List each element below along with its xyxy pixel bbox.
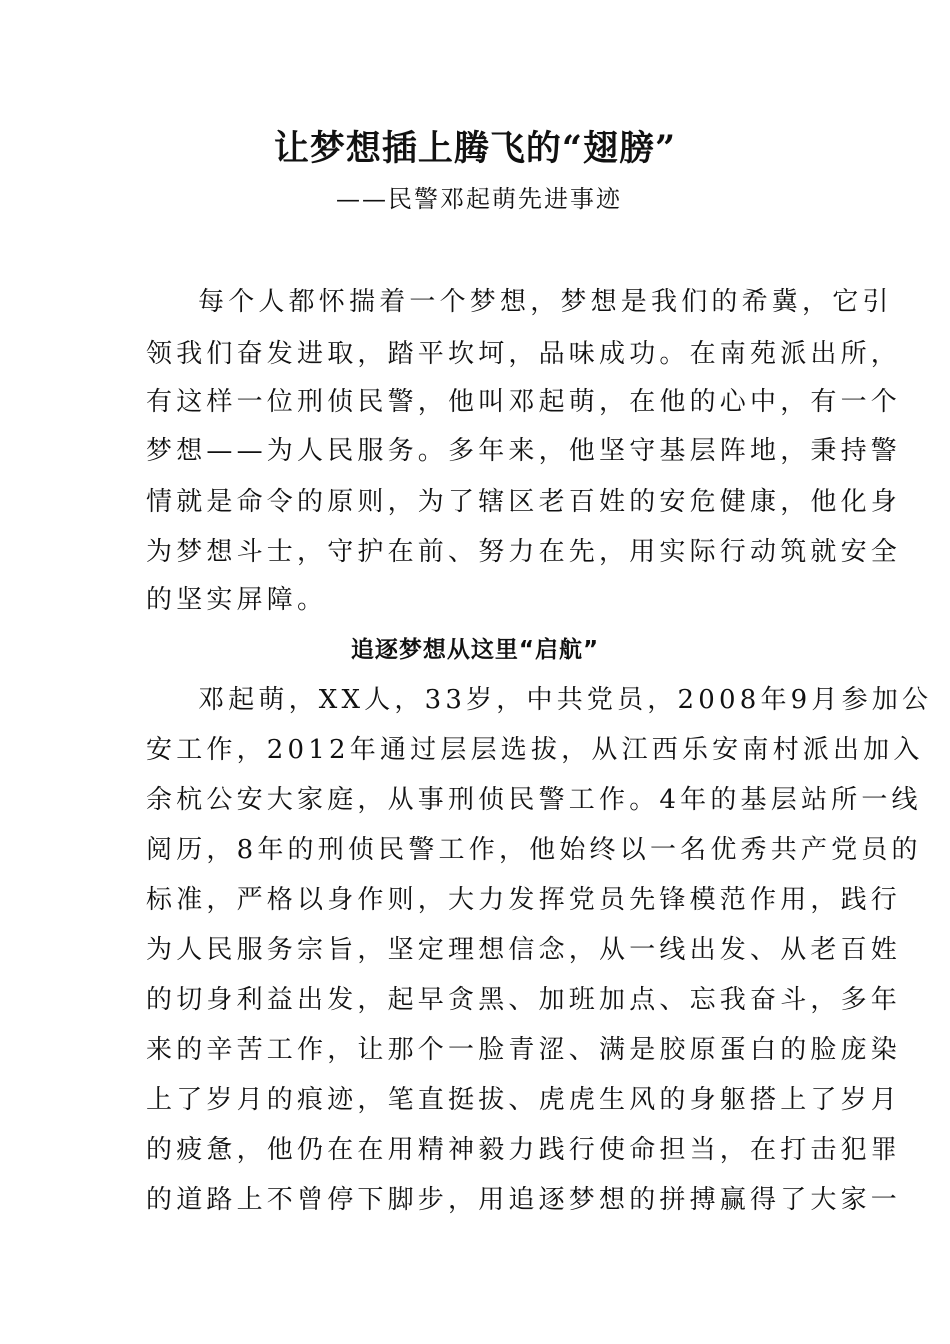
paragraph-line: 情就是命令的原则，为了辖区老百姓的安危健康，他化身 xyxy=(146,487,902,517)
paragraph-line: 为梦想斗士，守护在前、努力在先，用实际行动筑就安全 xyxy=(146,537,902,567)
document-subtitle: ——民警邓起萌先进事迹 xyxy=(336,185,622,213)
paragraph-line: 的切身利益出发，起早贪黑、加班加点、忘我奋斗，多年 xyxy=(146,985,902,1015)
paragraph-line: 的疲惫，他仍在在用精神毅力践行使命担当，在打击犯罪 xyxy=(146,1135,902,1165)
paragraph-line: 领我们奋发进取，踏平坎坷，品味成功。在南苑派出所， xyxy=(146,339,902,369)
paragraph-line: 来的辛苦工作，让那个一脸青涩、满是胶原蛋白的脸庞染 xyxy=(146,1035,902,1065)
paragraph-line: 梦想——为人民服务。多年来，他坚守基层阵地，秉持警 xyxy=(146,436,902,466)
paragraph-line: 标准，严格以身作则，大力发挥党员先锋模范作用，践行 xyxy=(146,885,902,915)
paragraph-line: 安工作，2012年通过层层选拔，从江西乐安南村派出加入 xyxy=(146,735,924,765)
paragraph-line: 每个人都怀揣着一个梦想，梦想是我们的希冀，它引 xyxy=(198,287,893,317)
paragraph-line: 有这样一位刑侦民警，他叫邓起萌，在他的心中，有一个 xyxy=(146,387,902,417)
section-heading: 追逐梦想从这里“启航” xyxy=(350,637,600,663)
paragraph-line: 阅历，8年的刑侦民警工作，他始终以一名优秀共产党员的 xyxy=(146,835,922,865)
document-title: 让梦想插上腾飞的“翅膀” xyxy=(273,128,677,169)
paragraph-line: 的道路上不曾停下脚步，用追逐梦想的拼搏赢得了大家一 xyxy=(146,1185,902,1215)
paragraph-line: 上了岁月的痕迹，笔直挺拔、虎虎生风的身躯搭上了岁月 xyxy=(146,1085,902,1115)
paragraph-line: 邓起萌，XX人，33岁，中共党员，2008年9月参加公 xyxy=(198,685,933,715)
paragraph-line: 余杭公安大家庭，从事刑侦民警工作。4年的基层站所一线 xyxy=(146,785,922,815)
paragraph-line: 为人民服务宗旨，坚定理想信念，从一线出发、从老百姓 xyxy=(146,935,902,965)
paragraph-line: 的坚实屏障。 xyxy=(146,585,328,615)
